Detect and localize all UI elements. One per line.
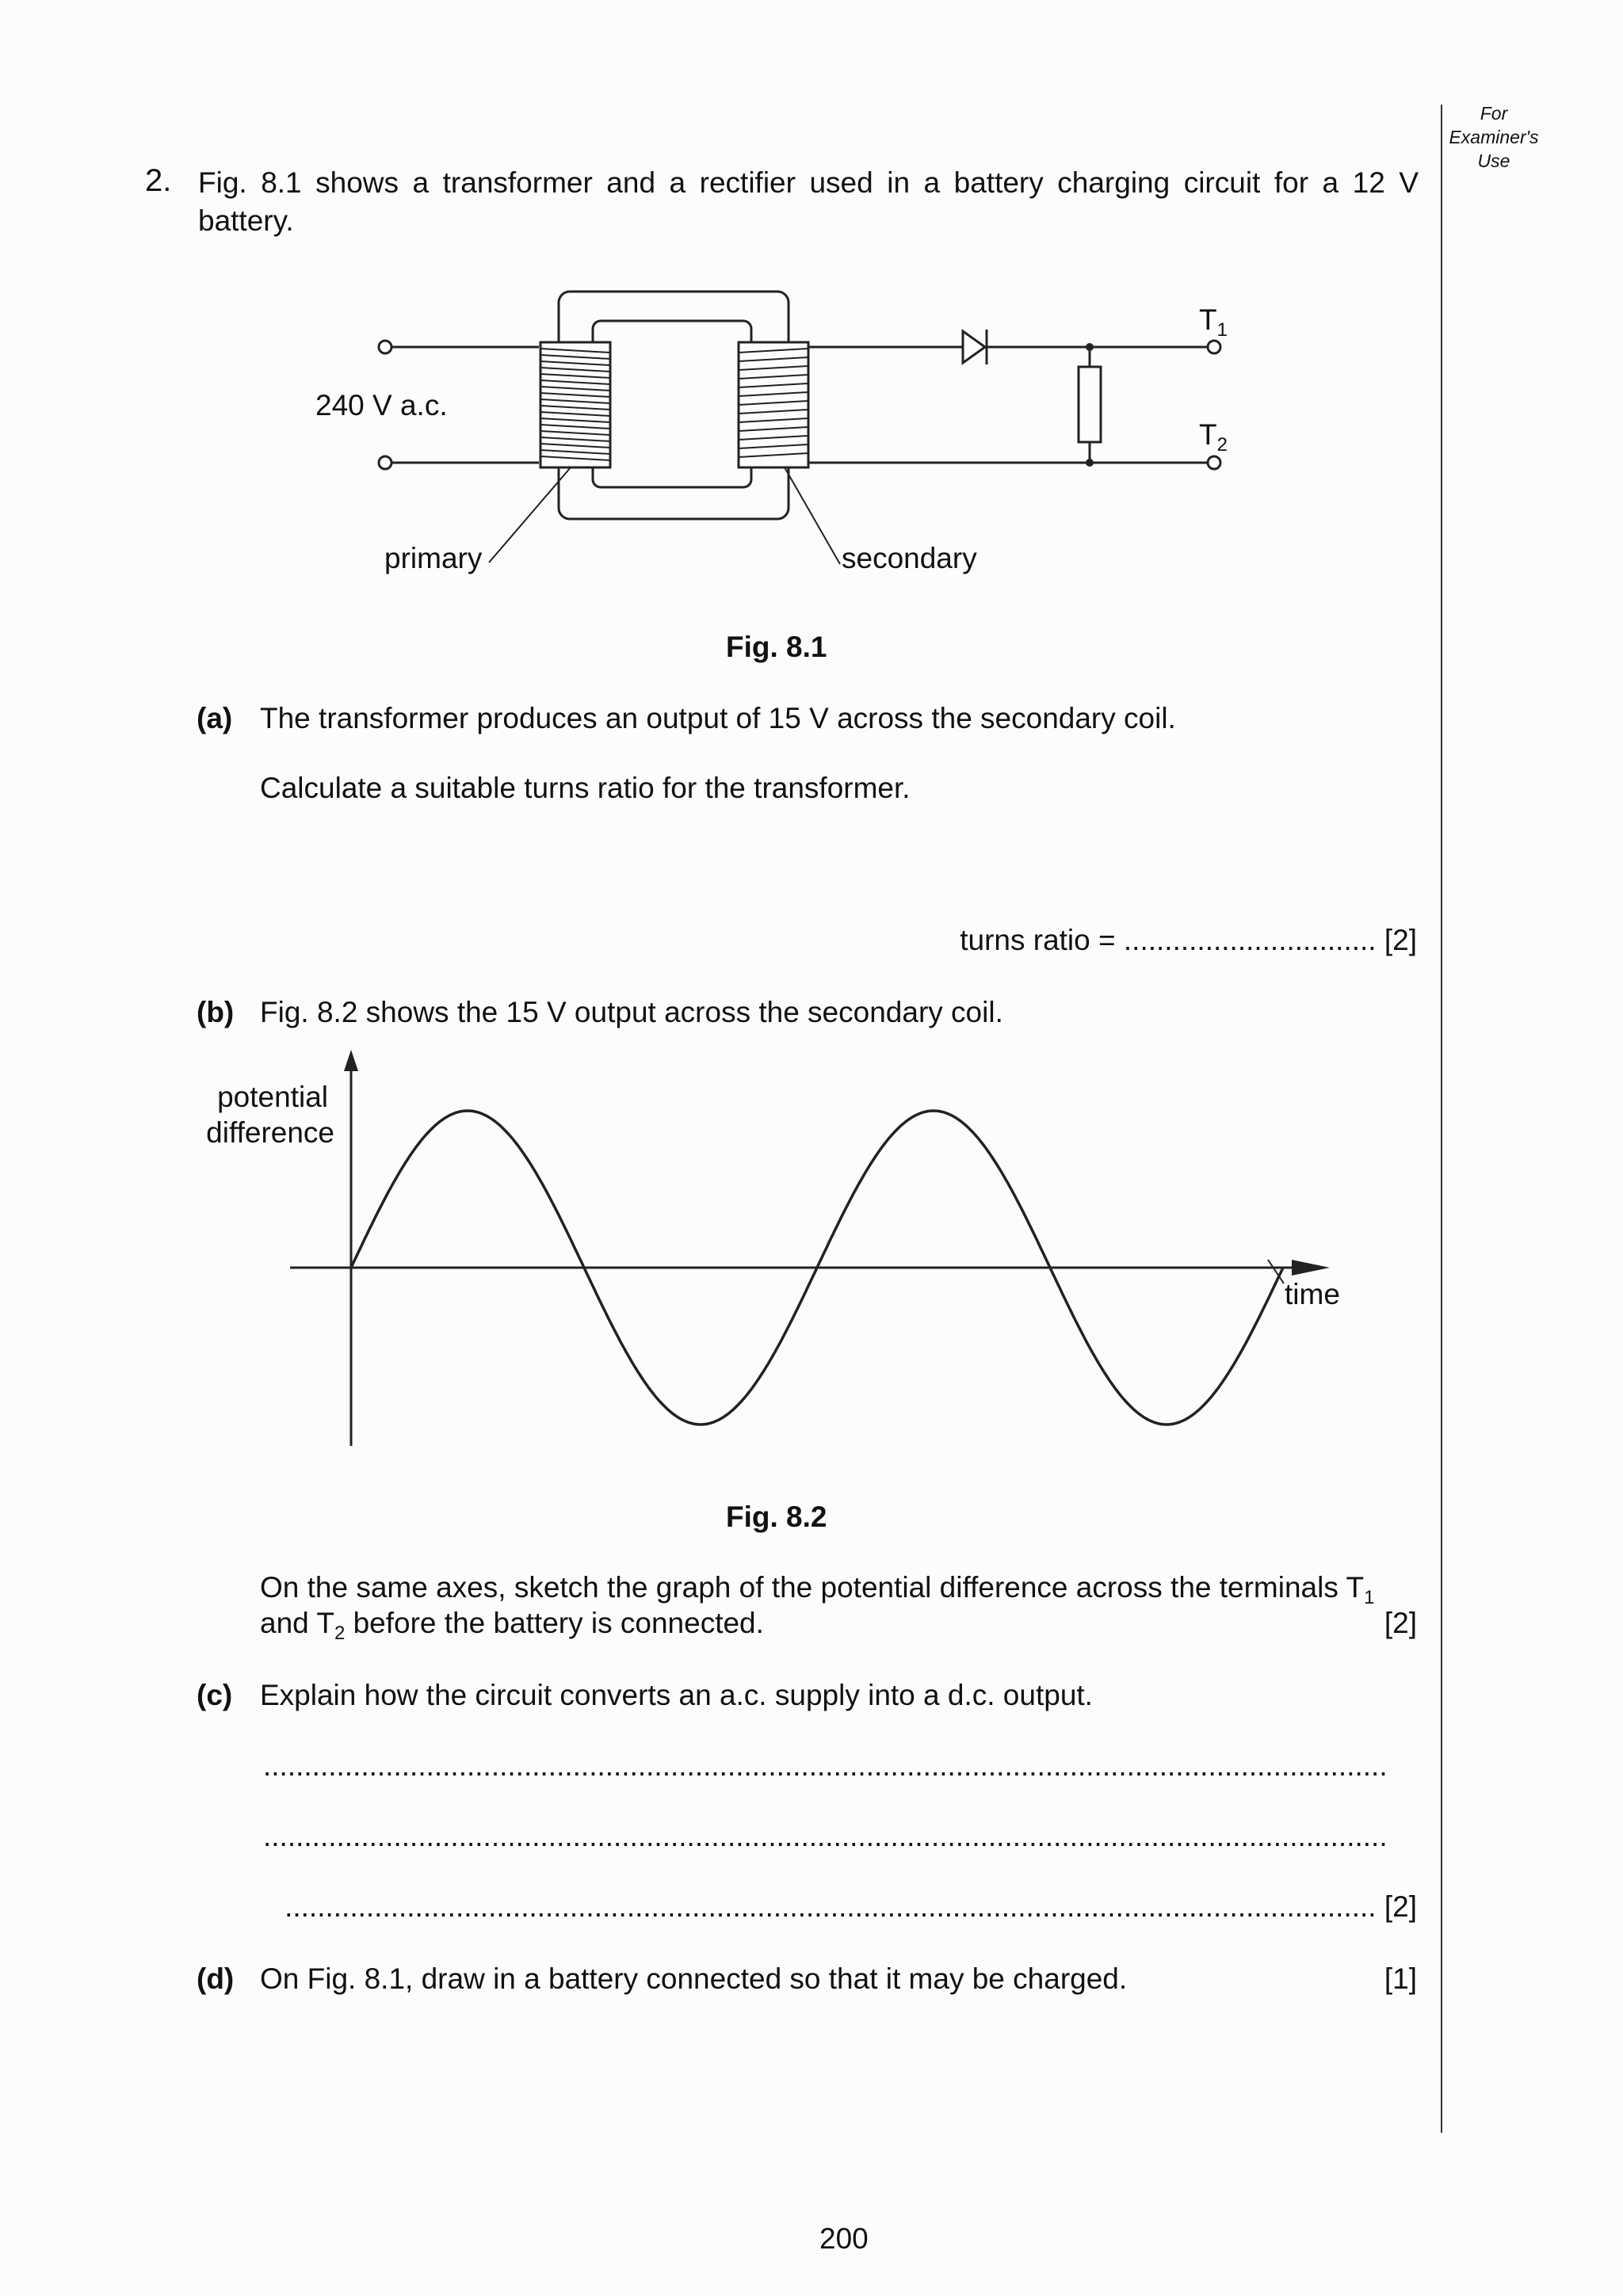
answer-line-2[interactable]: .......................................................................................................................................... (263, 1820, 1388, 1852)
part-d-line-1: On Fig. 8.1, draw in a battery connected so that it may be charged. (260, 1962, 1128, 1995)
junction-dot-bottom (1086, 459, 1094, 467)
part-b-label: (b) (197, 996, 235, 1028)
diode-symbol (963, 331, 985, 363)
part-c-label: (c) (197, 1679, 233, 1711)
y-axis-arrowhead (344, 1050, 358, 1071)
part-d-marks: [1] (1384, 1962, 1417, 1995)
terminal-t1 (1208, 341, 1220, 353)
fig-8-2-caption: Fig. 8.2 (726, 1501, 827, 1533)
part-b-line-1: Fig. 8.2 shows the 15 V output across the secondary coil. (260, 996, 1003, 1028)
turns-ratio-answer-line[interactable]: turns ratio = ............................... [2] (960, 924, 1417, 956)
examiner-use-note: For Examiner's Use (1449, 103, 1539, 171)
part-b-instruction-line-1: On the same axes, sketch the graph of the potential difference across the terminals $T_1$ (260, 1571, 1375, 1608)
y-axis-label-line-1: potential (217, 1081, 328, 1113)
secondary-leader-line (785, 467, 840, 564)
answer-line-3[interactable]: ...................................................................................................................................... [2] (285, 1890, 1417, 1923)
input-terminal-top (379, 341, 391, 353)
primary-coil (540, 342, 610, 467)
resistor-symbol (1079, 367, 1101, 442)
part-d-label: (d) (197, 1962, 235, 1995)
page-number: 200 (819, 2222, 869, 2255)
terminal-t2-label: $T_2$ (1199, 418, 1228, 456)
primary-leader-line (489, 467, 571, 563)
primary-label: primary (384, 542, 483, 574)
input-terminal-bottom (379, 456, 391, 469)
question-intro-line-2: battery. (198, 204, 294, 237)
secondary-label: secondary (842, 542, 977, 574)
part-a-label: (a) (197, 702, 233, 734)
terminal-t2 (1208, 456, 1220, 469)
transformer-core-inner (593, 321, 751, 487)
terminal-t1-label: $T_1$ (1199, 303, 1228, 341)
junction-dot-top (1086, 343, 1094, 351)
question-number: 2. (145, 163, 172, 198)
part-c-line-1: Explain how the circuit converts an a.c. supply into a d.c. output. (260, 1679, 1093, 1711)
x-axis-arrowhead (1292, 1260, 1330, 1276)
answer-line-1[interactable]: .......................................................................................................................................... (263, 1749, 1388, 1782)
y-axis-label-line-2: difference (206, 1116, 334, 1149)
supply-voltage-label: 240 V a.c. (315, 389, 448, 421)
part-a-line-2: Calculate a suitable turns ratio for the transformer. (260, 772, 911, 804)
part-b-instruction-line-2: and $T_2$ before the battery is connected. (260, 1607, 764, 1644)
part-b-marks: [2] (1384, 1607, 1417, 1639)
fig-8-1-caption: Fig. 8.1 (726, 631, 827, 663)
fig-8-1-circuit-diagram (0, 0, 1623, 634)
part-a-line-1: The transformer produces an output of 15 V across the secondary coil. (260, 702, 1176, 734)
question-intro-line-1: Fig. 8.1 shows a transformer and a rectifier used in a battery charging circuit for a 12 V (198, 166, 1419, 199)
x-axis-label: time (1285, 1278, 1340, 1310)
